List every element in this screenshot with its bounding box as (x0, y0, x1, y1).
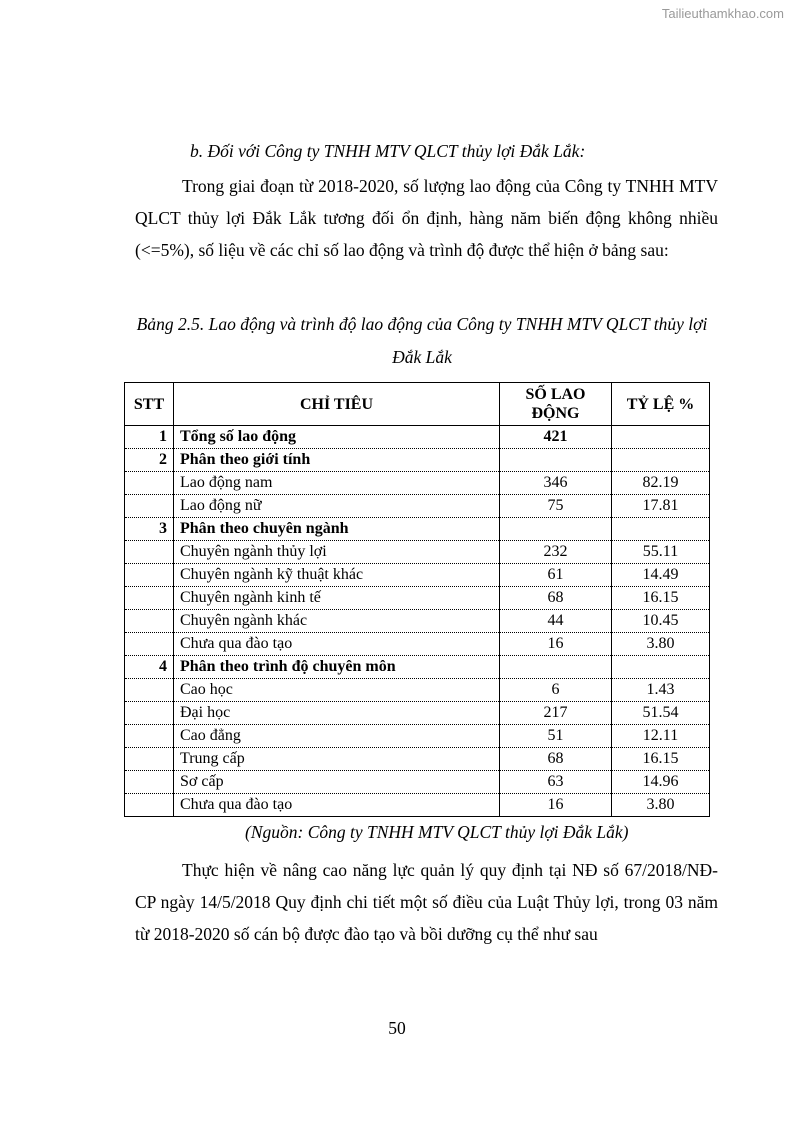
cell-ty-le: 3.80 (612, 633, 710, 656)
cell-so-lao-dong: 6 (500, 679, 612, 702)
cell-stt: 3 (125, 518, 174, 541)
table-body (125, 426, 710, 817)
table-row (125, 518, 710, 541)
cell-chi-tieu: Chuyên ngành khác (174, 610, 500, 633)
cell-chi-tieu: Lao động nam (174, 472, 500, 495)
cell-chi-tieu: Phân theo giới tính (174, 449, 500, 472)
cell-ty-le: 1.43 (612, 679, 710, 702)
cell-stt (125, 495, 174, 518)
cell-stt (125, 794, 174, 817)
table-row (125, 472, 710, 495)
cell-so-lao-dong: 421 (500, 426, 612, 449)
cell-stt (125, 610, 174, 633)
table-source: (Nguồn: Công ty TNHH MTV QLCT thủy lợi Đắk Lắk) (245, 822, 629, 842)
cell-ty-le: 14.96 (612, 771, 710, 794)
table-row (125, 541, 710, 564)
table-row (125, 610, 710, 633)
cell-ty-le (612, 449, 710, 472)
table-row (125, 426, 710, 449)
cell-chi-tieu: Cao học (174, 679, 500, 702)
cell-stt (125, 541, 174, 564)
cell-chi-tieu: Sơ cấp (174, 771, 500, 794)
table-row (125, 495, 710, 518)
table-row (125, 725, 710, 748)
section-heading: b. Đối với Công ty TNHH MTV QLCT thủy lợi Đắk Lắk: (190, 141, 586, 161)
watermark: Tailieuthamkhao.com (661, 6, 784, 21)
header-ty-le: TỶ LỆ % (612, 383, 710, 426)
header-chi-tieu: CHỈ TIÊU (174, 383, 500, 426)
labor-table (124, 382, 710, 817)
cell-ty-le: 14.49 (612, 564, 710, 587)
cell-stt (125, 725, 174, 748)
cell-ty-le: 17.81 (612, 495, 710, 518)
cell-so-lao-dong: 346 (500, 472, 612, 495)
cell-so-lao-dong (500, 656, 612, 679)
cell-chi-tieu: Lao động nữ (174, 495, 500, 518)
cell-stt (125, 771, 174, 794)
cell-ty-le: 51.54 (612, 702, 710, 725)
cell-ty-le: 3.80 (612, 794, 710, 817)
table-row (125, 771, 710, 794)
cell-so-lao-dong: 61 (500, 564, 612, 587)
cell-chi-tieu: Phân theo chuyên ngành (174, 518, 500, 541)
cell-ty-le: 16.15 (612, 587, 710, 610)
cell-chi-tieu: Chuyên ngành kỹ thuật khác (174, 564, 500, 587)
cell-so-lao-dong: 75 (500, 495, 612, 518)
cell-so-lao-dong: 16 (500, 794, 612, 817)
cell-so-lao-dong: 68 (500, 748, 612, 771)
table-row (125, 748, 710, 771)
cell-ty-le: 55.11 (612, 541, 710, 564)
cell-ty-le: 82.19 (612, 472, 710, 495)
table-row (125, 564, 710, 587)
paragraph-training-text: Thực hiện về nâng cao năng lực quản lý quy định tại NĐ số 67/2018/NĐ-CP ngày 14/5/2018 Quy định chi tiết một số điều của Luật Thủy lợi, trong 03 năm từ 2018-2020 số cán bộ được đào tạo và bồi dưỡng cụ thể như sau (135, 860, 718, 944)
cell-so-lao-dong: 44 (500, 610, 612, 633)
header-so-lao-dong: SỐ LAO ĐỘNG (500, 383, 612, 426)
cell-ty-le (612, 518, 710, 541)
table-row (125, 633, 710, 656)
table-caption: Bảng 2.5. Lao động và trình độ lao động của Công ty TNHH MTV QLCT thủy lợi Đắk Lắk (136, 314, 708, 367)
cell-chi-tieu: Trung cấp (174, 748, 500, 771)
cell-chi-tieu: Cao đẳng (174, 725, 500, 748)
table-row (125, 449, 710, 472)
cell-stt (125, 472, 174, 495)
table-row (125, 587, 710, 610)
cell-chi-tieu: Chưa qua đào tạo (174, 794, 500, 817)
cell-stt (125, 679, 174, 702)
cell-ty-le: 12.11 (612, 725, 710, 748)
cell-chi-tieu: Đại học (174, 702, 500, 725)
cell-chi-tieu: Chuyên ngành kinh tế (174, 587, 500, 610)
cell-so-lao-dong (500, 518, 612, 541)
cell-stt (125, 587, 174, 610)
cell-chi-tieu: Tổng số lao động (174, 426, 500, 449)
cell-stt (125, 748, 174, 771)
paragraph-intro (135, 170, 718, 266)
table-header-row (125, 383, 710, 426)
cell-stt (125, 564, 174, 587)
cell-so-lao-dong: 217 (500, 702, 612, 725)
cell-so-lao-dong: 63 (500, 771, 612, 794)
cell-stt (125, 633, 174, 656)
table-row (125, 679, 710, 702)
cell-ty-le (612, 426, 710, 449)
cell-chi-tieu: Chuyên ngành thủy lợi (174, 541, 500, 564)
cell-chi-tieu: Chưa qua đào tạo (174, 633, 500, 656)
cell-ty-le: 16.15 (612, 748, 710, 771)
cell-chi-tieu: Phân theo trình độ chuyên môn (174, 656, 500, 679)
cell-so-lao-dong: 16 (500, 633, 612, 656)
cell-stt (125, 702, 174, 725)
cell-ty-le (612, 656, 710, 679)
table-row (125, 656, 710, 679)
cell-so-lao-dong (500, 449, 612, 472)
cell-stt: 1 (125, 426, 174, 449)
table-row (125, 702, 710, 725)
paragraph-training (135, 854, 718, 950)
cell-ty-le: 10.45 (612, 610, 710, 633)
table-row (125, 794, 710, 817)
paragraph-intro-text: Trong giai đoạn từ 2018-2020, số lượng lao động của Công ty TNHH MTV QLCT thủy lợi Đắk Lắk tương đối ổn định, hàng năm biến động không nhiều (<=5%), số liệu về các chỉ số lao động và trình độ được thể hiện ở bảng sau: (135, 176, 718, 260)
cell-so-lao-dong: 51 (500, 725, 612, 748)
cell-stt: 2 (125, 449, 174, 472)
page-number: 50 (388, 1018, 406, 1038)
cell-so-lao-dong: 232 (500, 541, 612, 564)
header-stt: STT (125, 383, 174, 426)
cell-stt: 4 (125, 656, 174, 679)
cell-so-lao-dong: 68 (500, 587, 612, 610)
